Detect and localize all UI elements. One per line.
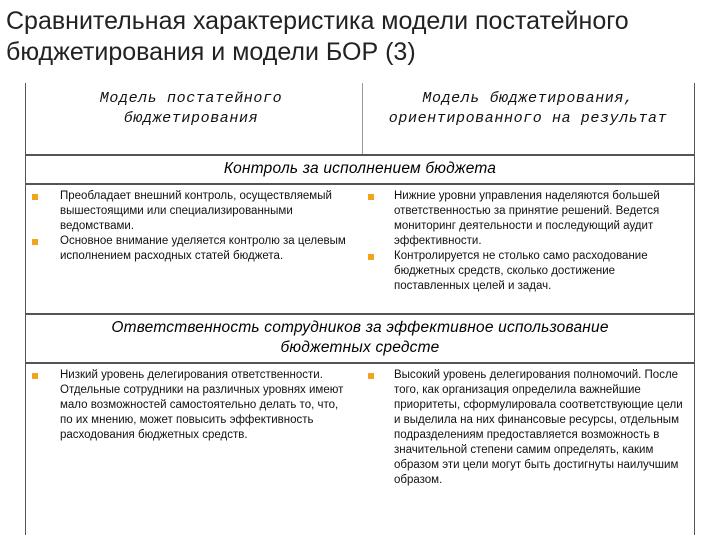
bullet-icon [368,373,374,379]
bullet-icon [32,239,38,245]
list-item: Нижние уровни управления наделяются большей ответственностью за принятие решений. Ведется мониторинг деятельности и последующий аудит эффективности. [368,189,690,249]
bullet-icon [32,373,38,379]
rule-1 [26,154,694,156]
bullet-icon [368,194,374,200]
bullet-icon [32,194,38,200]
control-left-list [32,189,352,264]
right-column-header: Модель бюджетирования, ориентированного на результат [388,90,668,127]
responsibility-left-list [32,368,352,443]
rule-4 [26,362,694,364]
responsibility-right-list [368,368,690,488]
rule-2 [26,183,694,185]
list-item: Контролируется не столько само расходование бюджетных средств, сколько достижение поставленных целей и задач. [368,249,690,294]
slide-title: Сравнительная характеристика модели постатейного бюджетирования и модели БОР (3) [6,7,629,66]
bullet-icon [368,254,374,260]
section-title-control: Контроль за исполнением бюджета [223,160,497,177]
rule-3 [26,313,694,315]
list-item: Высокий уровень делегирования полномочий. После того, как организация определила важнейшие приоритеты, сформулировала соответствующие цели и выделила на них финансовые ресурсы, отдельным подразделениям предоставляется возможность в значительной степени самим определять, каким образом эти цели могут быть достигнуты наилучшим образом. [368,368,690,488]
list-item: Преобладает внешний контроль, осуществляемый вышестоящими или специализированными ведомствами. [32,189,352,234]
control-right-list [368,189,690,294]
list-item: Низкий уровень делегирования ответственности. Отдельные сотрудники на различных уровнях имеют мало возможностей самостоятельно делать то, что, по их мнению, может повысить эффективность расходования бюджетных средств. [32,368,352,443]
header-divider [362,83,363,155]
section-title-responsibility: Ответственность сотрудников за эффективное использование бюджетных средсте [111,319,609,356]
left-column-header: Модель постатейного бюджетирования [99,90,283,127]
list-item: Основное внимание уделяется контролю за целевым исполнением расходных статей бюджета. [32,234,352,264]
comparison-table [25,83,695,535]
